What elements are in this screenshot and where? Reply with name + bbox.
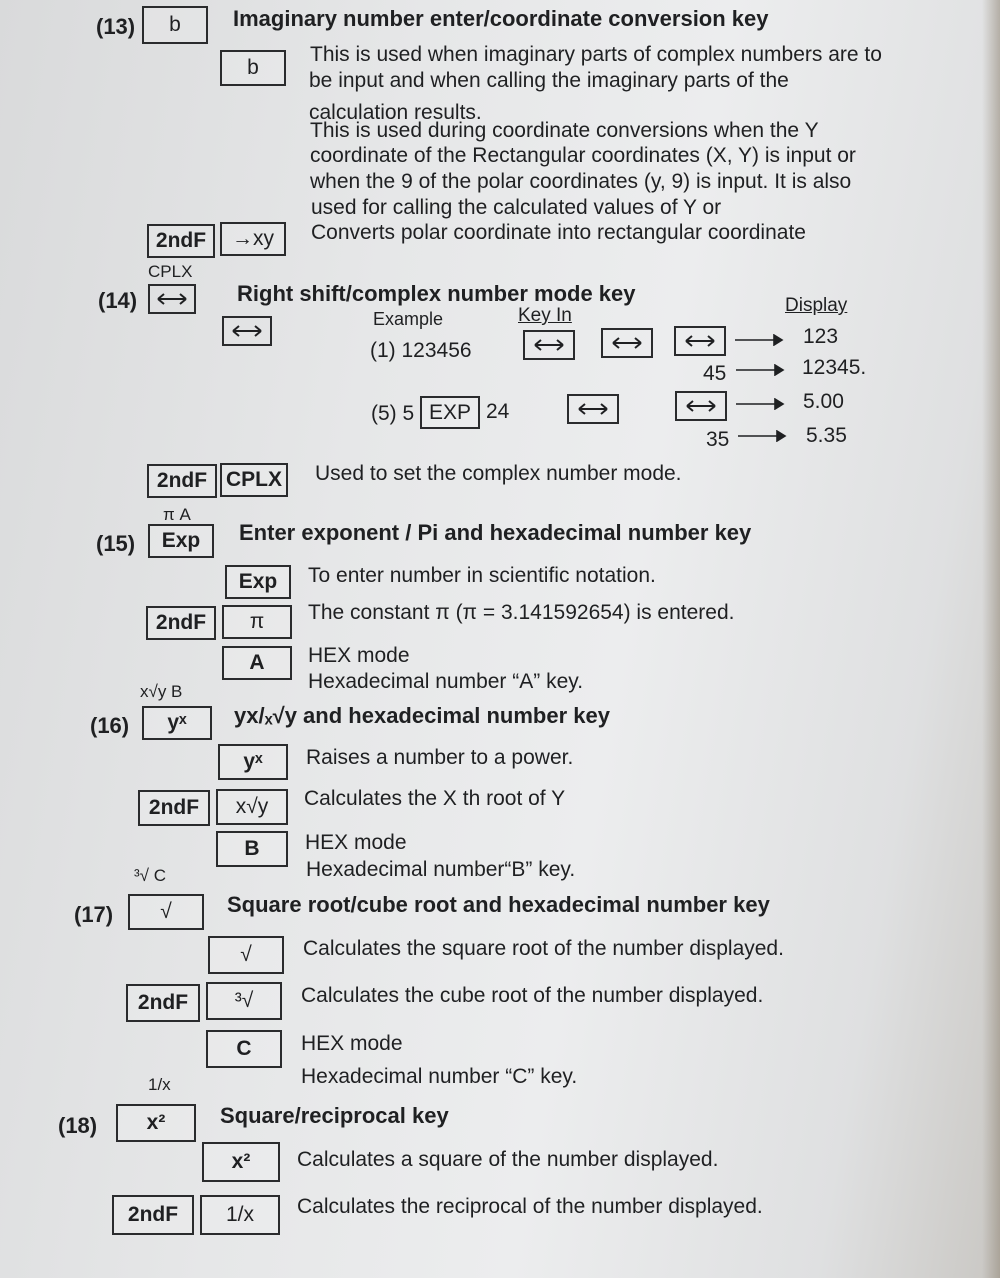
s13-desc-line-6: when the 9 of the polar coordinates (y, 9) is input. It is also bbox=[310, 170, 852, 193]
s16-root-desc: Calculates the X th root of Y bbox=[304, 787, 566, 810]
c-hex-key: C bbox=[206, 1030, 282, 1068]
right-shift-key-label bbox=[148, 284, 196, 314]
left-right-arrow-icon bbox=[534, 338, 564, 352]
s18-x2-desc: Calculates a square of the number displayed. bbox=[297, 1148, 719, 1171]
cbrt-c-secondary-label: ³√ C bbox=[134, 866, 166, 885]
display-result-1: 123 bbox=[803, 325, 839, 348]
exp-key: EXP bbox=[420, 396, 480, 429]
b-hex-key: B bbox=[216, 831, 288, 867]
left-right-arrow-icon bbox=[686, 399, 716, 413]
section-15-number: (15) bbox=[96, 531, 136, 556]
right-shift-key bbox=[222, 316, 272, 346]
recip-secondary-label: 1/x bbox=[148, 1075, 171, 1094]
example-2-arrow-key-2 bbox=[675, 391, 727, 421]
s16-yx-desc: Raises a number to a power. bbox=[306, 746, 574, 769]
s13-desc-line-5: coordinate of the Rectangular coordinates (X, Y) is input or bbox=[310, 144, 856, 167]
example-1-arrow-key-3 bbox=[674, 326, 726, 356]
left-right-arrow-icon bbox=[685, 334, 715, 348]
xy-conversion-key: →xy bbox=[220, 222, 286, 256]
s17-cbrt-desc: Calculates the cube root of the number displayed. bbox=[301, 984, 764, 1007]
s18-recip-desc: Calculates the reciprocal of the number displayed. bbox=[297, 1195, 763, 1218]
left-right-arrow-icon bbox=[612, 336, 642, 350]
section-14-title: Right shift/complex number mode key bbox=[237, 281, 636, 306]
cplx-key: CPLX bbox=[220, 463, 288, 497]
s13-desc-line-4: This is used during coordinate conversions when the Y bbox=[310, 119, 819, 142]
section-18-number: (18) bbox=[58, 1113, 98, 1138]
root-b-secondary-label: x√y B bbox=[140, 682, 183, 701]
yx-key-label: yˣ bbox=[142, 706, 212, 740]
example-2-suffix: 24 bbox=[486, 400, 510, 423]
x2-key-label: x² bbox=[116, 1104, 196, 1142]
2ndf-key: 2ndF bbox=[112, 1195, 194, 1235]
example-1-arrow-key-2 bbox=[601, 328, 653, 358]
s16-hex-mode: HEX mode bbox=[305, 831, 407, 854]
2ndf-key: 2ndF bbox=[146, 606, 216, 640]
example-2-input-2: 35 bbox=[706, 428, 730, 451]
example-2-arrow-key-1 bbox=[567, 394, 619, 424]
cplx-secondary-label: CPLX bbox=[148, 262, 193, 281]
section-16-title: yx/ₓ√y and hexadecimal number key bbox=[234, 703, 610, 728]
a-key: A bbox=[222, 646, 292, 680]
s15-hex-mode: HEX mode bbox=[308, 644, 410, 667]
s17-hex-mode: HEX mode bbox=[301, 1032, 403, 1055]
section-16-number: (16) bbox=[90, 713, 130, 738]
s17-sqrt-desc: Calculates the square root of the number displayed. bbox=[303, 937, 784, 960]
s15-exp-desc: To enter number in scientific notation. bbox=[308, 564, 656, 587]
b-key-label: b bbox=[142, 6, 208, 44]
section-14-number: (14) bbox=[98, 288, 138, 313]
section-13-number: (13) bbox=[96, 14, 136, 39]
pi-key: π bbox=[222, 605, 292, 639]
exp-key-label: Exp bbox=[148, 524, 214, 558]
s13-desc-line-1: This is used when imaginary parts of complex numbers are to bbox=[310, 43, 882, 66]
sqrt-key-label: √ bbox=[128, 894, 204, 930]
reciprocal-key: 1/x bbox=[200, 1195, 280, 1235]
section-17-number: (17) bbox=[74, 902, 114, 927]
section-17-title: Square root/cube root and hexadecimal number key bbox=[227, 892, 770, 917]
result-arrow-icon bbox=[734, 334, 784, 346]
s17-hex-desc: Hexadecimal number “C” key. bbox=[301, 1065, 578, 1088]
left-right-arrow-icon bbox=[157, 292, 187, 306]
keyin-header: Key In bbox=[518, 305, 572, 326]
section-18-title: Square/reciprocal key bbox=[220, 1103, 449, 1128]
cbrt-key: ³√ bbox=[206, 982, 282, 1020]
left-right-arrow-icon bbox=[578, 402, 608, 416]
display-result-3: 5.00 bbox=[803, 390, 844, 413]
b-key: b bbox=[220, 50, 286, 86]
2ndf-key: 2ndF bbox=[147, 464, 217, 498]
display-result-4: 5.35 bbox=[806, 424, 847, 447]
x2-key: x² bbox=[202, 1142, 280, 1182]
result-arrow-icon bbox=[735, 364, 785, 376]
2ndf-key: 2ndF bbox=[126, 984, 200, 1022]
s13-xy-desc: Converts polar coordinate into rectangular coordinate bbox=[311, 221, 806, 244]
display-result-2: 12345. bbox=[802, 356, 867, 379]
s14-cplx-desc: Used to set the complex number mode. bbox=[315, 462, 682, 485]
paper-edge-shadow bbox=[982, 0, 1000, 1278]
sqrt-key: √ bbox=[208, 936, 284, 974]
section-13-title: Imaginary number enter/coordinate conversion key bbox=[233, 6, 769, 31]
left-right-arrow-icon bbox=[232, 324, 262, 338]
example-1-arrow-key-1 bbox=[523, 330, 575, 360]
xth-root-key: x√y bbox=[216, 789, 288, 825]
s15-pi-desc: The constant π (π = 3.141592654) is entered. bbox=[308, 601, 735, 624]
pi-a-secondary-label: π A bbox=[163, 505, 191, 524]
result-arrow-icon bbox=[737, 430, 787, 442]
s16-hex-desc: Hexadecimal number“B” key. bbox=[306, 858, 576, 881]
example-1-input-2: 45 bbox=[703, 362, 727, 385]
result-arrow-icon bbox=[735, 398, 785, 410]
example-1: (1) 123456 bbox=[370, 339, 472, 362]
section-15-title: Enter exponent / Pi and hexadecimal number key bbox=[239, 520, 752, 545]
s15-hex-desc: Hexadecimal number “A” key. bbox=[308, 670, 584, 693]
example-2-prefix: (5) 5 bbox=[371, 402, 415, 425]
2ndf-key: 2ndF bbox=[147, 224, 215, 258]
exp-key: Exp bbox=[225, 565, 291, 599]
s13-desc-line-2: be input and when calling the imaginary parts of the bbox=[309, 69, 789, 92]
example-header: Example bbox=[373, 309, 444, 329]
s13-desc-line-3: calculation results. bbox=[309, 101, 482, 124]
s13-desc-line-7: used for calling the calculated values of Y or bbox=[311, 196, 722, 219]
2ndf-key: 2ndF bbox=[138, 790, 210, 826]
display-header: Display bbox=[785, 295, 848, 316]
yx-key: yˣ bbox=[218, 744, 288, 780]
